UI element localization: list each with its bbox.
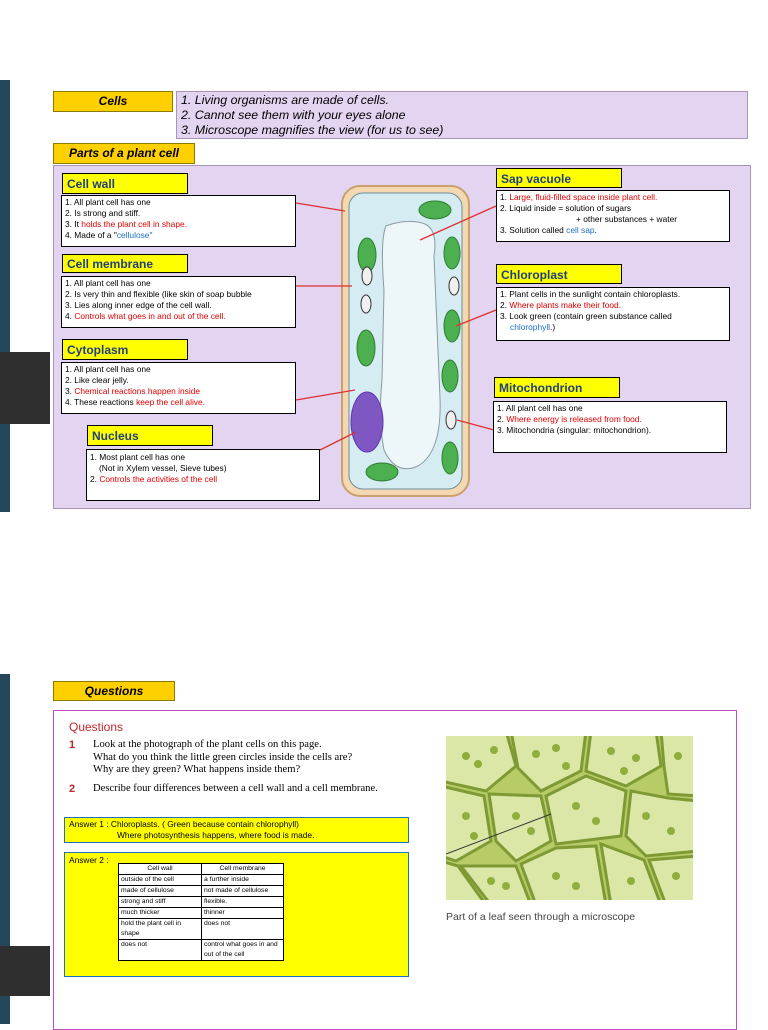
table-row: outside of the cell a further inside [119,875,284,886]
mitochondrion-label: Mitochondrion [494,377,620,398]
cell-wall-label: Cell wall [62,173,188,194]
mitochondrion-shape [362,267,372,285]
cell-wall-vs-membrane-table [118,863,284,961]
questions-title-box: Questions [53,681,175,701]
leaf-microscope-photo [446,736,693,900]
cells-title-box: Cells [53,91,173,112]
sap-vacuole-label: Sap vacuole [496,168,622,188]
fact-3: 3. Microscope magnifies the view (for us to see) [181,123,444,137]
cytoplasm-notes: 1. All plant cell has one 2. Like clear jelly. 3. Chemical reactions happen inside 4. These reactions keep the cell alive. [61,362,296,414]
cytoplasm-label: Cytoplasm [62,339,188,360]
slide-questions [0,674,768,1024]
mitochondrion-shape [449,277,459,295]
chloroplast-shape [444,237,460,269]
question-1-number: 1 [69,739,76,751]
sap-vacuole-notes: 1. Large, fluid-filled space inside plant cell. 2. Liquid inside = solution of sugars + other substances + water 3. Solution called cell sap. [496,190,730,242]
pointer-cell-wall [296,203,345,211]
mitochondrion-shape [361,295,371,313]
mitochondrion-shape [446,411,456,429]
cell-membrane-notes: 1. All plant cell has one 2. Is very thin and flexible (like skin of soap bubble 3. Lies along inner edge of the cell wall. 4. Controls what goes in and out of the cell. [61,276,296,328]
chloroplast-shape [357,330,375,366]
table-row: strong and stiff flexible. [119,897,284,908]
table-row: much thicker thinner [119,908,284,919]
chloroplast-shape [366,463,398,481]
chloroplast-shape [419,201,451,219]
fact-1: 1. Living organisms are made of cells. [181,93,389,107]
section-title: Parts of a plant cell [53,143,195,164]
slide-edge-block [0,946,50,996]
question-2-number: 2 [69,783,76,795]
nucleus-notes: 1. Most plant cell has one (Not in Xylem vessel, Sieve tubes) 2. Controls the activities of the cell [86,449,320,501]
mitochondrion-notes: 1. All plant cell has one 2. Where energy is released from food. 3. Mitochondria (singular: mitochondrion). [493,401,727,453]
cell-membrane-label: Cell membrane [62,254,188,273]
answer-2-label: Answer 2 : [69,855,109,865]
slide-parts-of-plant-cell [0,80,768,512]
table-header-cell-wall: Cell wall [119,864,202,875]
chloroplast-notes: 1. Plant cells in the sunlight contain chloroplasts. 2. Where plants make their food. 3. Look green (contain green substance called chlorophyll.) [496,287,730,341]
answer-1-box: Answer 1 : Chloroplasts. ( Green because contain chlorophyll) Where photosynthesis happens, where food is made. [64,817,409,843]
photo-caption: Part of a leaf seen through a microscope [446,911,636,923]
table-row: made of cellulose not made of cellulose [119,886,284,897]
table-row: hold the plant cell in shape does not [119,919,284,940]
question-1-text: Look at the photograph of the plant cells on this page. What do you think the little green circles inside the cells are? Why are they green? What happens inside them? [93,739,353,776]
chloroplast-shape [442,360,458,392]
sap-vacuole-shape [380,221,440,468]
table-header-cell-membrane: Cell membrane [202,864,284,875]
questions-heading: Questions [69,720,124,734]
chloroplast-shape [442,442,458,474]
question-2-text: Describe four differences between a cell wall and a cell membrane. [93,783,378,794]
nucleus-label: Nucleus [87,425,213,446]
cell-wall-notes: 1. All plant cell has one 2. Is strong and stiff. 3. It holds the plant cell in shape. 4. Made of a "cellulose" [61,195,296,247]
chloroplast-label: Chloroplast [496,264,622,284]
fact-2: 2. Cannot see them with your eyes alone [181,108,406,122]
nucleus-shape [351,392,383,452]
table-row: does not control what goes in and out of the cell [119,940,284,961]
